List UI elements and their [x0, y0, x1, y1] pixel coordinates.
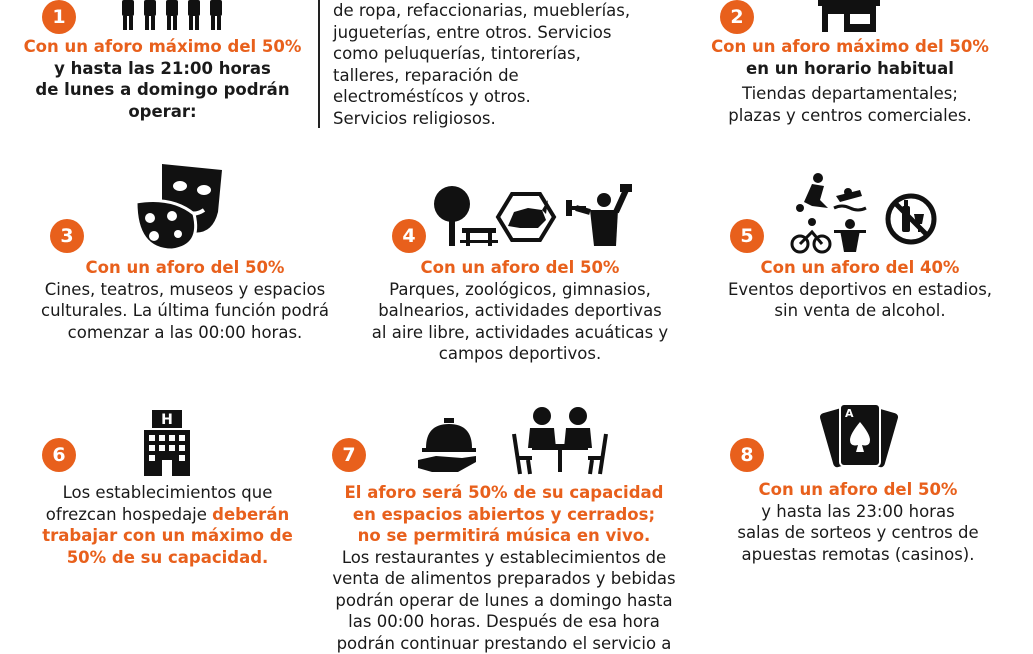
section-2-capacity: Con un aforo máximo del 50%	[690, 36, 1010, 58]
hotel-icon	[144, 410, 190, 476]
section-8-text	[698, 479, 1018, 565]
section-1-divider	[318, 0, 320, 128]
section-6-emphasis: deberán	[212, 505, 289, 524]
section-4-desc: al aire libre, actividades acuáticas y	[350, 322, 690, 344]
section-number-7: 7	[332, 438, 366, 472]
section-5-text	[700, 257, 1020, 322]
section-7-desc: Los restaurantes y establecimientos de	[318, 547, 690, 569]
section-number-6: 6	[42, 438, 76, 472]
section-4-desc: Parques, zoológicos, gimnasios,	[350, 279, 690, 301]
section-1-days: de lunes a domingo podrán	[10, 79, 315, 101]
section-4-capacity: Con un aforo del 50%	[350, 257, 690, 279]
svg-text:H: H	[161, 412, 173, 428]
section-4-desc: campos deportivos.	[350, 343, 690, 365]
section-5-desc: Eventos deportivos en estadios,	[700, 279, 1020, 301]
people-group-icon	[120, 0, 240, 32]
section-1-text	[10, 36, 315, 122]
section-8-desc: y hasta las 23:00 horas	[698, 501, 1018, 523]
section-number-1: 1	[42, 0, 76, 34]
playing-cards-icon	[820, 400, 898, 472]
section-number-2: 2	[720, 0, 754, 34]
section-4-desc: balnearios, actividades deportivas	[350, 300, 690, 322]
section-3-desc: culturales. La última función podrá	[10, 300, 360, 322]
section-7-desc: las 00:00 horas. Después de esa hora	[318, 611, 690, 633]
list-line: talleres, reparación de	[333, 65, 663, 87]
section-7-desc: podrán operar de lunes a domingo hasta	[318, 590, 690, 612]
section-7-capacity: El aforo será 50% de su capacidad	[318, 482, 690, 504]
section-3-text	[10, 257, 360, 343]
section-number-5: 5	[730, 219, 764, 253]
section-1-list	[333, 0, 663, 129]
no-alcohol-icon	[884, 192, 938, 246]
section-8-desc: salas de sorteos y centros de	[698, 522, 1018, 544]
section-3-desc: Cines, teatros, museos y espacios	[10, 279, 360, 301]
section-8-capacity: Con un aforo del 50%	[698, 479, 1018, 501]
gym-weightlifter-icon	[566, 182, 632, 248]
section-7-capacity: en espacios abiertos y cerrados;	[318, 504, 690, 526]
food-service-icon	[418, 418, 480, 474]
section-number-8: 8	[730, 438, 764, 472]
section-7-desc: venta de alimentos preparados y bebidas	[318, 568, 690, 590]
section-7-capacity: no se permitirá música en vivo.	[318, 525, 690, 547]
section-2-desc: Tiendas departamentales;	[690, 83, 1010, 105]
section-1-operate: operar:	[10, 101, 315, 123]
section-2-schedule: en un horario habitual	[690, 58, 1010, 80]
section-6-emphasis: 50% de su capacidad.	[10, 547, 325, 569]
rhino-zoo-icon	[498, 192, 554, 242]
section-2-text	[690, 36, 1010, 126]
list-line: de ropa, refaccionarias, mueblerías,	[333, 0, 663, 22]
section-6-desc: ofrezcan hospedaje	[46, 505, 207, 524]
sports-icon	[790, 172, 870, 254]
section-3-capacity: Con un aforo del 50%	[10, 257, 360, 279]
dining-people-icon	[512, 404, 608, 474]
list-line: como peluquerías, tintorerías,	[333, 43, 663, 65]
section-5-capacity: Con un aforo del 40%	[700, 257, 1020, 279]
section-4-text	[350, 257, 690, 365]
section-7-text	[318, 482, 690, 654]
list-line: Servicios religiosos.	[333, 108, 663, 130]
section-number-3: 3	[50, 219, 84, 253]
section-8-desc: apuestas remotas (casinos).	[698, 544, 1018, 566]
section-2-desc: plazas y centros comerciales.	[690, 105, 1010, 127]
section-6-desc: Los establecimientos que	[10, 482, 325, 504]
svg-text:A: A	[845, 407, 854, 420]
section-5-desc: sin venta de alcohol.	[700, 300, 1020, 322]
section-number-4: 4	[392, 219, 426, 253]
store-icon	[818, 0, 880, 34]
section-7-desc: podrán continuar prestando el servicio a	[318, 633, 690, 654]
section-1-capacity: Con un aforo máximo del 50%	[10, 36, 315, 58]
list-line: jugueterías, entre otros. Servicios	[333, 22, 663, 44]
section-1-hours: y hasta las 21:00 horas	[10, 58, 315, 80]
section-6-text	[10, 482, 325, 568]
section-3-desc: comenzar a las 00:00 horas.	[10, 322, 360, 344]
theater-masks-icon	[132, 160, 228, 252]
section-6-emphasis: trabajar con un máximo de	[10, 525, 325, 547]
list-line: electroméstícos y otros.	[333, 86, 663, 108]
park-tree-icon	[432, 182, 498, 248]
